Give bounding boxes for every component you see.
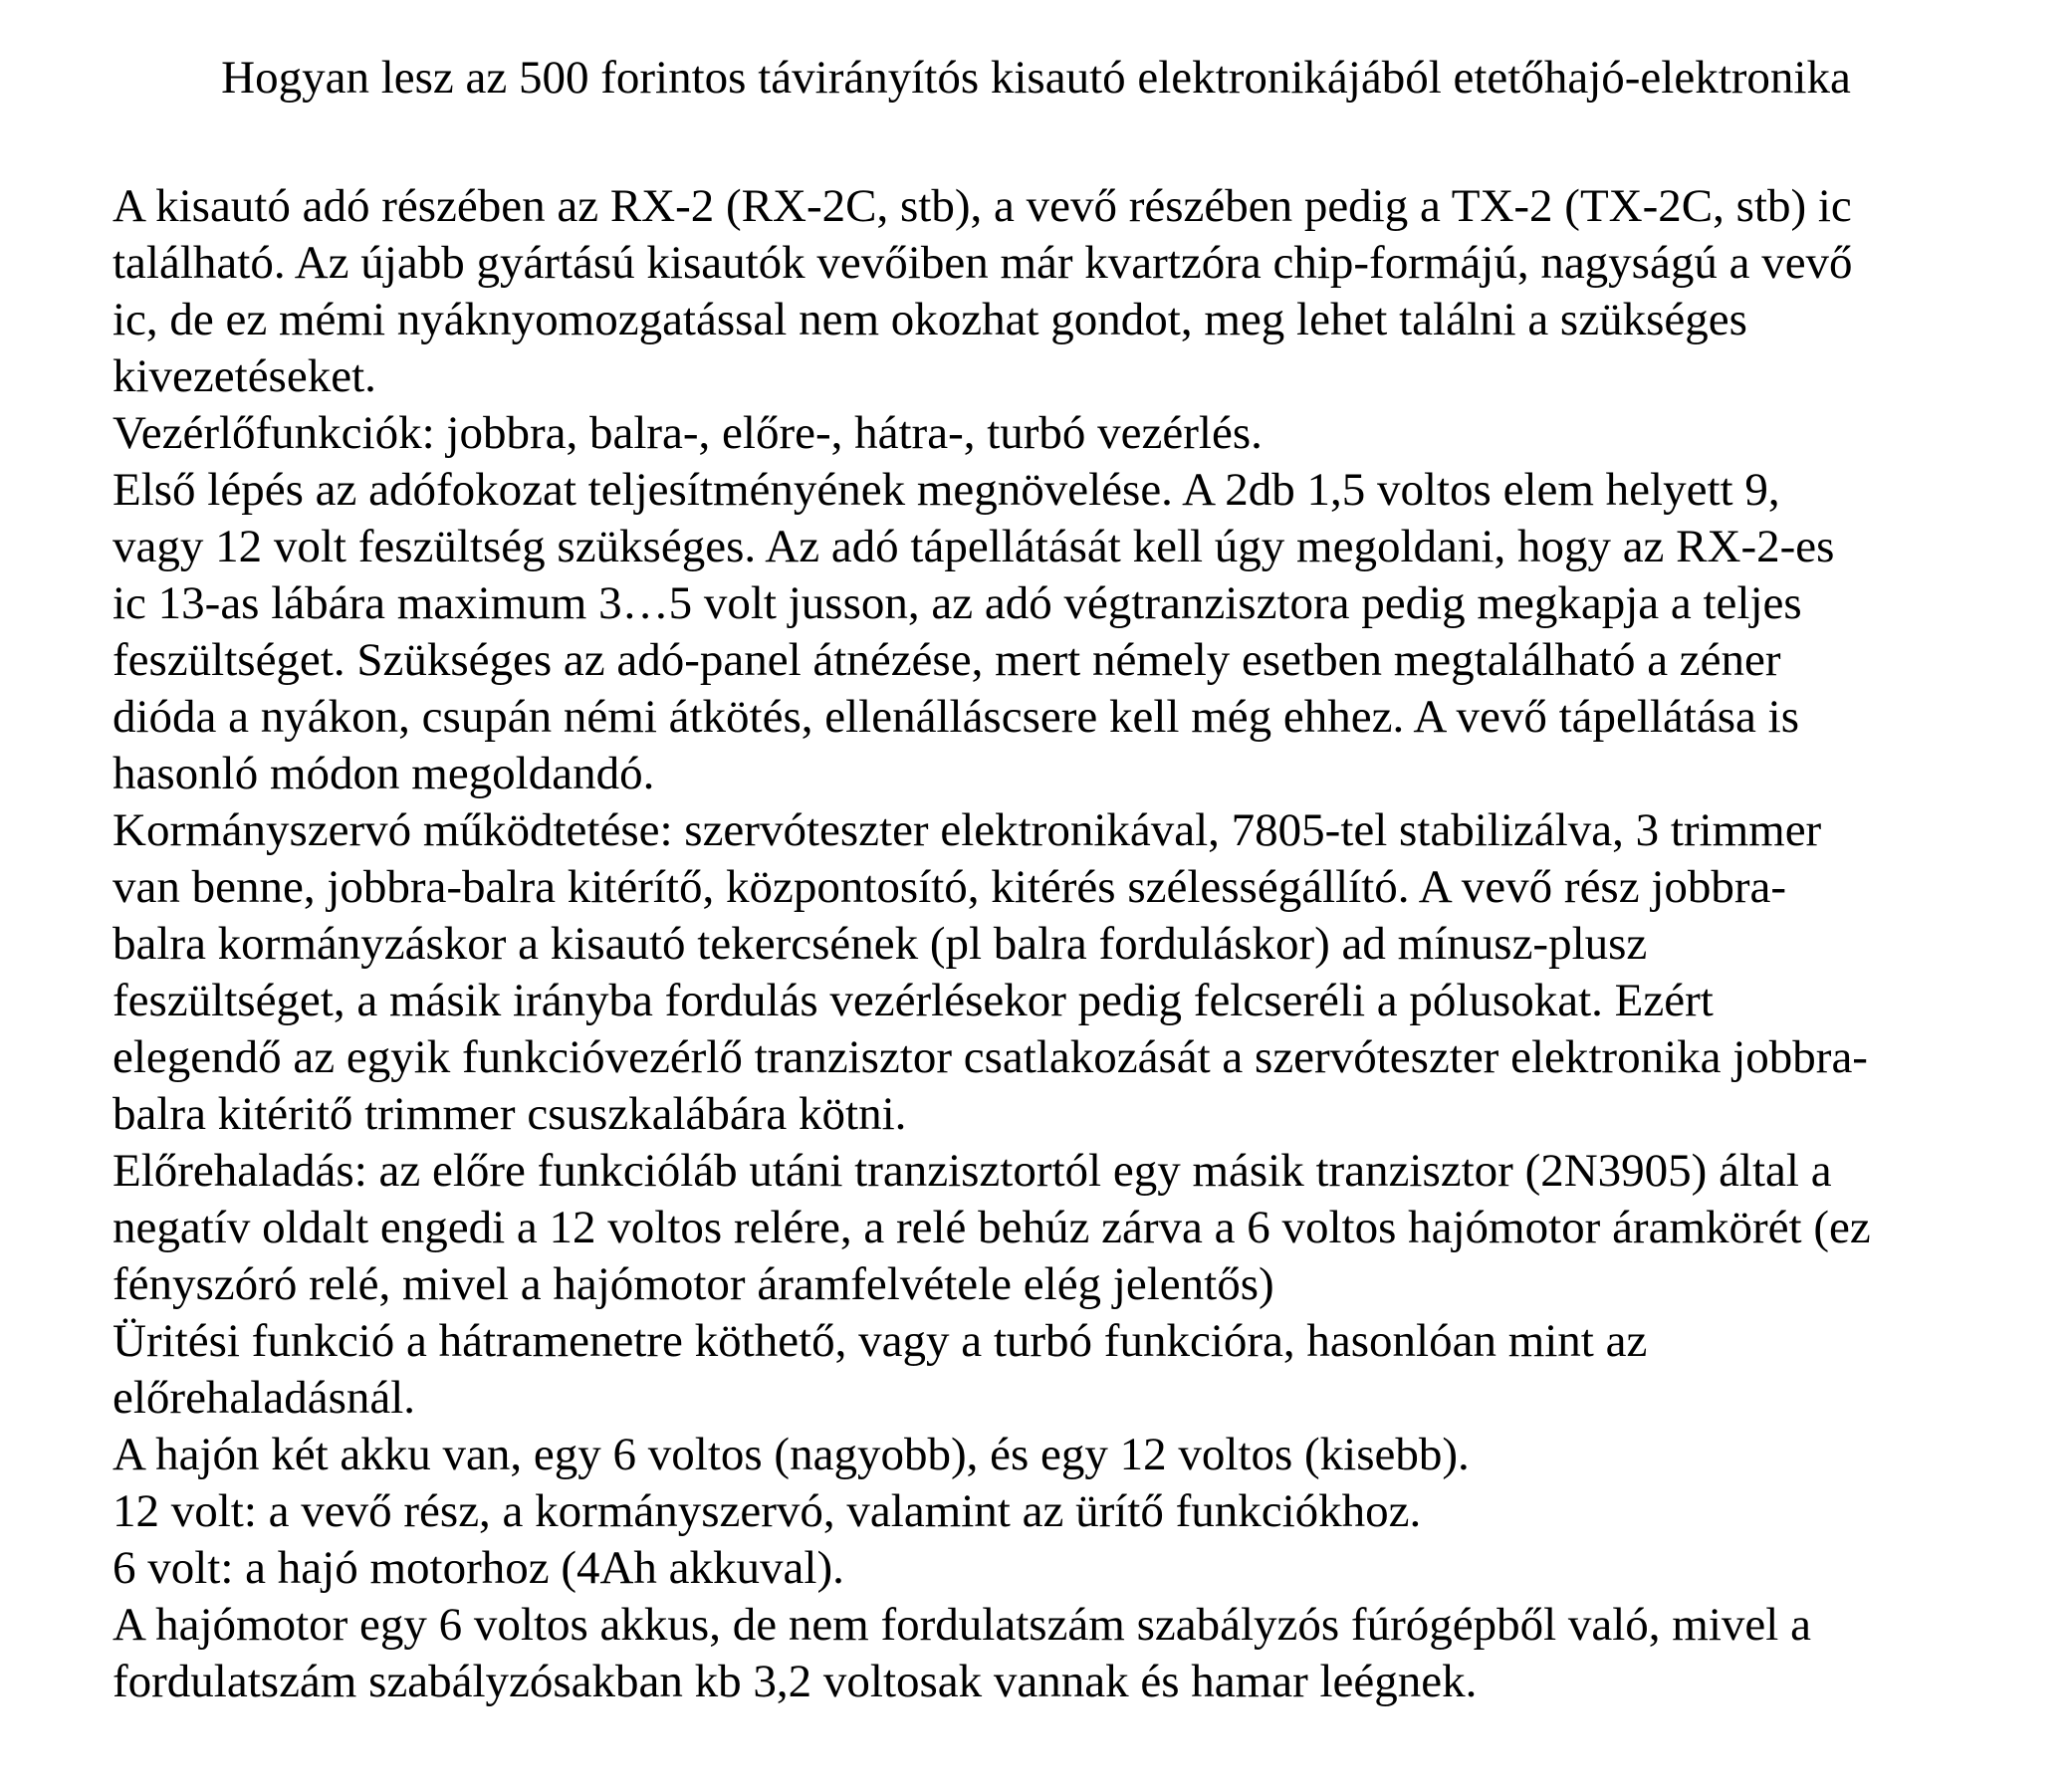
text-line-26: A hajómotor egy 6 voltos akkus, de nem fordulatszám szabályzós fúrógépből való, mivel a (113, 1599, 1811, 1651)
text-line-15: feszültséget, a másik irányba fordulás vezérlésekor pedig felcseréli a pólusokat. Ezért (113, 975, 1714, 1026)
text-line-14: balra kormányzáskor a kisautó tekercsének (pl balra forduláskor) ad mínusz-plusz (113, 918, 1648, 970)
text-line-23: A hajón két akku van, egy 6 voltos (nagyobb), és egy 12 voltos (kisebb). (113, 1429, 1470, 1480)
text-line-7: vagy 12 volt feszültség szükséges. Az adó tápellátását kell úgy megoldani, hogy az RX-2-es (113, 521, 1835, 572)
document-body (0, 178, 2072, 1710)
text-line-10: dióda a nyákon, csupán némi átkötés, ellenálláscsere kell még ehhez. A vevő tápellátása is (113, 691, 1800, 743)
text-line-1: A kisautó adó részében az RX-2 (RX-2C, stb), a vevő részében pedig a TX-2 (TX-2C, stb) ic (113, 180, 1852, 232)
text-line-6: Első lépés az adófokozat teljesítményének megnövelése. A 2db 1,5 voltos elem helyett 9, (113, 464, 1780, 516)
text-line-19: negatív oldalt engedi a 12 voltos relére, a relé behúz zárva a 6 voltos hajómotor áramkörét (ez (113, 1202, 1871, 1253)
text-line-9: feszültséget. Szükséges az adó-panel átnézése, mert némely esetben megtalálható a zéner (113, 634, 1781, 686)
text-line-11: hasonló módon megoldandó. (113, 748, 655, 799)
text-line-25: 6 volt: a hajó motorhoz (4Ah akkuval). (113, 1542, 844, 1594)
text-line-13: van benne, jobbra-balra kitérítő, központosító, kitérés szélességállító. A vevő rész jobbra- (113, 861, 1787, 913)
text-line-12: Kormányszervó működtetése: szervóteszter elektronikával, 7805-tel stabilizálva, 3 trimmer (113, 804, 1822, 856)
text-line-4: kivezetéseket. (113, 350, 376, 402)
text-line-27: fordulatszám szabályzósakban kb 3,2 voltosak vannak és hamar leégnek. (113, 1656, 1478, 1707)
text-line-22: előrehaladásnál. (113, 1372, 416, 1424)
document-title: Hogyan lesz az 500 forintos távirányítós kisautó elektronikájából etetőhajó-elektronika (221, 52, 1851, 104)
text-line-20: fényszóró relé, mivel a hajómotor áramfelvétele elég jelentős) (113, 1258, 1274, 1310)
text-line-3: ic, de ez mémi nyáknyomozgatással nem okozhat gondot, meg lehet találni a szükséges (113, 294, 1747, 345)
text-line-8: ic 13-as lábára maximum 3…5 volt jusson, az adó végtranzisztora pedig megkapja a teljes (113, 577, 1802, 629)
text-line-18: Előrehaladás: az előre funkcióláb utáni tranzisztortól egy másik tranzisztor (2N3905) által a (113, 1145, 1832, 1197)
text-line-5: Vezérlőfunkciók: jobbra, balra-, előre-, hátra-, turbó vezérlés. (113, 407, 1263, 459)
text-line-2: található. Az újabb gyártású kisautók vevőiben már kvartzóra chip-formájú, nagyságú a vevő (113, 237, 1853, 289)
text-line-16: elegendő az egyik funkcióvezérlő tranzisztor csatlakozását a szervóteszter elektronika jobbra- (113, 1031, 1868, 1083)
text-line-17: balra kitéritő trimmer csuszkalábára kötni. (113, 1088, 907, 1140)
text-line-24: 12 volt: a vevő rész, a kormányszervó, valamint az ürítő funkciókhoz. (113, 1485, 1422, 1537)
text-line-21: Üritési funkció a hátramenetre köthető, vagy a turbó funkcióra, hasonlóan mint az (113, 1315, 1648, 1367)
